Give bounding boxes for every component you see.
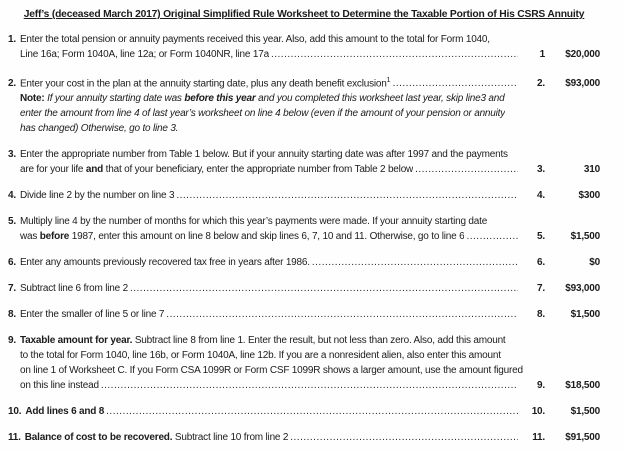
dot-leader: [312, 255, 518, 270]
line-amount: $93,000: [565, 78, 600, 90]
line-text: [8, 363, 600, 378]
line-text-run: Multiply line 4 by the number of months for which this year’s payments were made. If your annuity starting date: [19, 216, 488, 228]
worksheet-line-1: [8, 32, 600, 62]
worksheet-line-4: [8, 188, 600, 203]
line-number: 2.: [8, 78, 16, 90]
dot-leader: [466, 229, 518, 244]
line-number: 8.: [8, 309, 16, 321]
line-2-note: [8, 91, 600, 136]
line-ref: 6.: [537, 257, 545, 269]
line-text-run: on this line instead: [20, 380, 99, 392]
dot-leader: [176, 188, 518, 203]
line-amount: $1,500: [570, 231, 600, 243]
line-amount: $0: [589, 257, 600, 269]
line-text: [8, 214, 600, 229]
line-ref: 3.: [537, 164, 545, 176]
worksheet-line-11: [8, 430, 600, 445]
line-ref: 1: [539, 49, 545, 60]
note-text-run: If your annuity starting date was: [44, 93, 185, 105]
line-text: [8, 333, 600, 348]
line-text: [8, 162, 600, 177]
line-text-run: Subtract line 10 from line 2: [172, 432, 289, 444]
line-text: [8, 73, 600, 91]
line-amount: $93,000: [565, 283, 600, 295]
line-text-run: are for your life: [20, 164, 86, 176]
line-text-run: was: [20, 231, 40, 243]
line-text-run: Enter your cost in the plan at the annuity starting date, plus any death benefit exclusion: [19, 78, 387, 90]
line-number: 3.: [8, 149, 16, 161]
worksheet-line-10: [8, 404, 600, 419]
line-text: [8, 229, 600, 244]
worksheet-line-5: [8, 214, 600, 244]
line-number: 9.: [8, 335, 16, 347]
line-amount: $1,500: [570, 309, 600, 321]
note-text-run: enter the amount from line 4 of last year’s worksheet on line 4 below (even if the amount of your pension or annuity: [20, 108, 506, 120]
line-amount: $300: [578, 190, 600, 202]
line-text-run: to the total for Form 1040, line 16b, or Form 1040A, line 12b. If you are a nonresident alien, also enter this amount: [20, 350, 501, 362]
line-text-run: Enter the total pension or annuity payments received this year. Also, add this amount to the total for Form 1040,: [19, 34, 490, 45]
line-text: [8, 404, 600, 419]
line-number: 11.: [8, 432, 21, 444]
line-text-run: [20, 333, 506, 348]
line-text: [8, 147, 600, 162]
page-title: Jeff’s (deceased March 2017) Original Simplified Rule Worksheet to Determine the Taxable Portion of His CSRS Annuity: [23, 9, 585, 20]
line-amount: $91,500: [565, 432, 600, 444]
line-text-run: Enter the smaller of line 5 or line 7: [19, 309, 165, 321]
line-text: [8, 430, 600, 445]
note-label: Note:: [20, 93, 45, 105]
dot-leader: [130, 281, 518, 296]
line-text: [8, 281, 600, 296]
dot-leader: [106, 404, 518, 419]
note-text: [20, 91, 505, 106]
line-text: [8, 378, 600, 393]
line-text-run: [20, 162, 413, 177]
line-text: [8, 47, 600, 62]
line-text: [8, 307, 600, 322]
line-text: [8, 348, 600, 363]
worksheet-line-9: [8, 333, 600, 393]
dot-leader: [393, 76, 518, 91]
line-text-bold: and: [85, 164, 104, 176]
line-amount: $18,500: [565, 380, 600, 392]
note-line: [20, 121, 600, 136]
note-line: [20, 91, 600, 106]
note-text-run: and you completed this worksheet last year, skip line3 and: [255, 93, 505, 105]
note-line: [20, 106, 600, 121]
line-number: 1.: [8, 34, 16, 45]
line-text-bold: Taxable amount for year.: [19, 335, 133, 347]
note-text-run: has changed) Otherwise, go to line 3.: [20, 123, 179, 135]
line-text-run: [25, 430, 288, 445]
line-ref: 2.: [537, 78, 545, 90]
footnote-superscript: 1: [386, 77, 391, 84]
line-amount: 310: [583, 164, 600, 176]
line-text-bold: Add lines 6 and 8: [25, 406, 105, 418]
line-ref: 9.: [537, 380, 545, 392]
line-text-bold: before: [39, 231, 70, 243]
line-text-run: Divide line 2 by the number on line 3: [19, 190, 175, 202]
line-text-run: that of your beneficiary, enter the appropriate number from Table 2 below: [103, 164, 414, 176]
dot-leader: [166, 307, 518, 322]
line-text-run: Subtract line 8 from line 1. Enter the result, but not less than zero. Also, add this amount: [132, 335, 506, 347]
worksheet-line-6: [8, 255, 600, 270]
line-ref: 10.: [531, 406, 545, 418]
line-text-run: on line 1 of Worksheet C. If you Form CSA 1099R or Form CSF 1099R shows a larger amount, use the amount figured: [20, 365, 523, 377]
line-text-run: 1987, enter this amount on line 8 below and skip lines 6, 7, 10 and 11. Otherwise, go to line 6: [69, 231, 465, 243]
dot-leader: [101, 378, 518, 393]
line-text: [8, 255, 600, 270]
line-text-run: Enter any amounts previously recovered tax free in years after 1986.: [19, 257, 310, 269]
line-text-run: Subtract line 6 from line 2: [19, 283, 128, 295]
line-number: 10.: [8, 406, 22, 418]
line-text: [8, 188, 600, 203]
worksheet-line-7: [8, 281, 600, 296]
note-text-bold: before this year: [184, 93, 256, 105]
line-text-run: Line 16a; Form 1040A, line 12a; or Form 1040NR, line 17a: [20, 49, 269, 60]
worksheet-line-8: [8, 307, 600, 322]
line-text-run: [20, 229, 464, 244]
line-amount: $20,000: [565, 49, 600, 60]
line-ref: 7.: [537, 283, 545, 295]
line-ref: 8.: [537, 309, 545, 321]
line-ref: 11.: [532, 432, 545, 444]
line-ref: 4.: [537, 190, 545, 202]
dot-leader: [271, 47, 518, 62]
worksheet-line-3: [8, 147, 600, 177]
line-amount: $1,500: [570, 406, 600, 418]
line-number: 7.: [8, 283, 16, 295]
line-number: 4.: [8, 190, 16, 202]
worksheet-line-2: [8, 73, 600, 136]
line-ref: 5.: [537, 231, 545, 243]
dot-leader: [290, 430, 518, 445]
dot-leader: [415, 162, 518, 177]
line-text-run: [20, 73, 391, 91]
line-number: 6.: [8, 257, 16, 269]
line-text: [8, 32, 600, 47]
line-text-run: Enter the appropriate number from Table 1 below. But if your annuity starting date was after 1997 and the payments: [19, 149, 508, 161]
line-text-bold: Balance of cost to be recovered.: [24, 432, 173, 444]
line-number: 5.: [8, 216, 16, 228]
